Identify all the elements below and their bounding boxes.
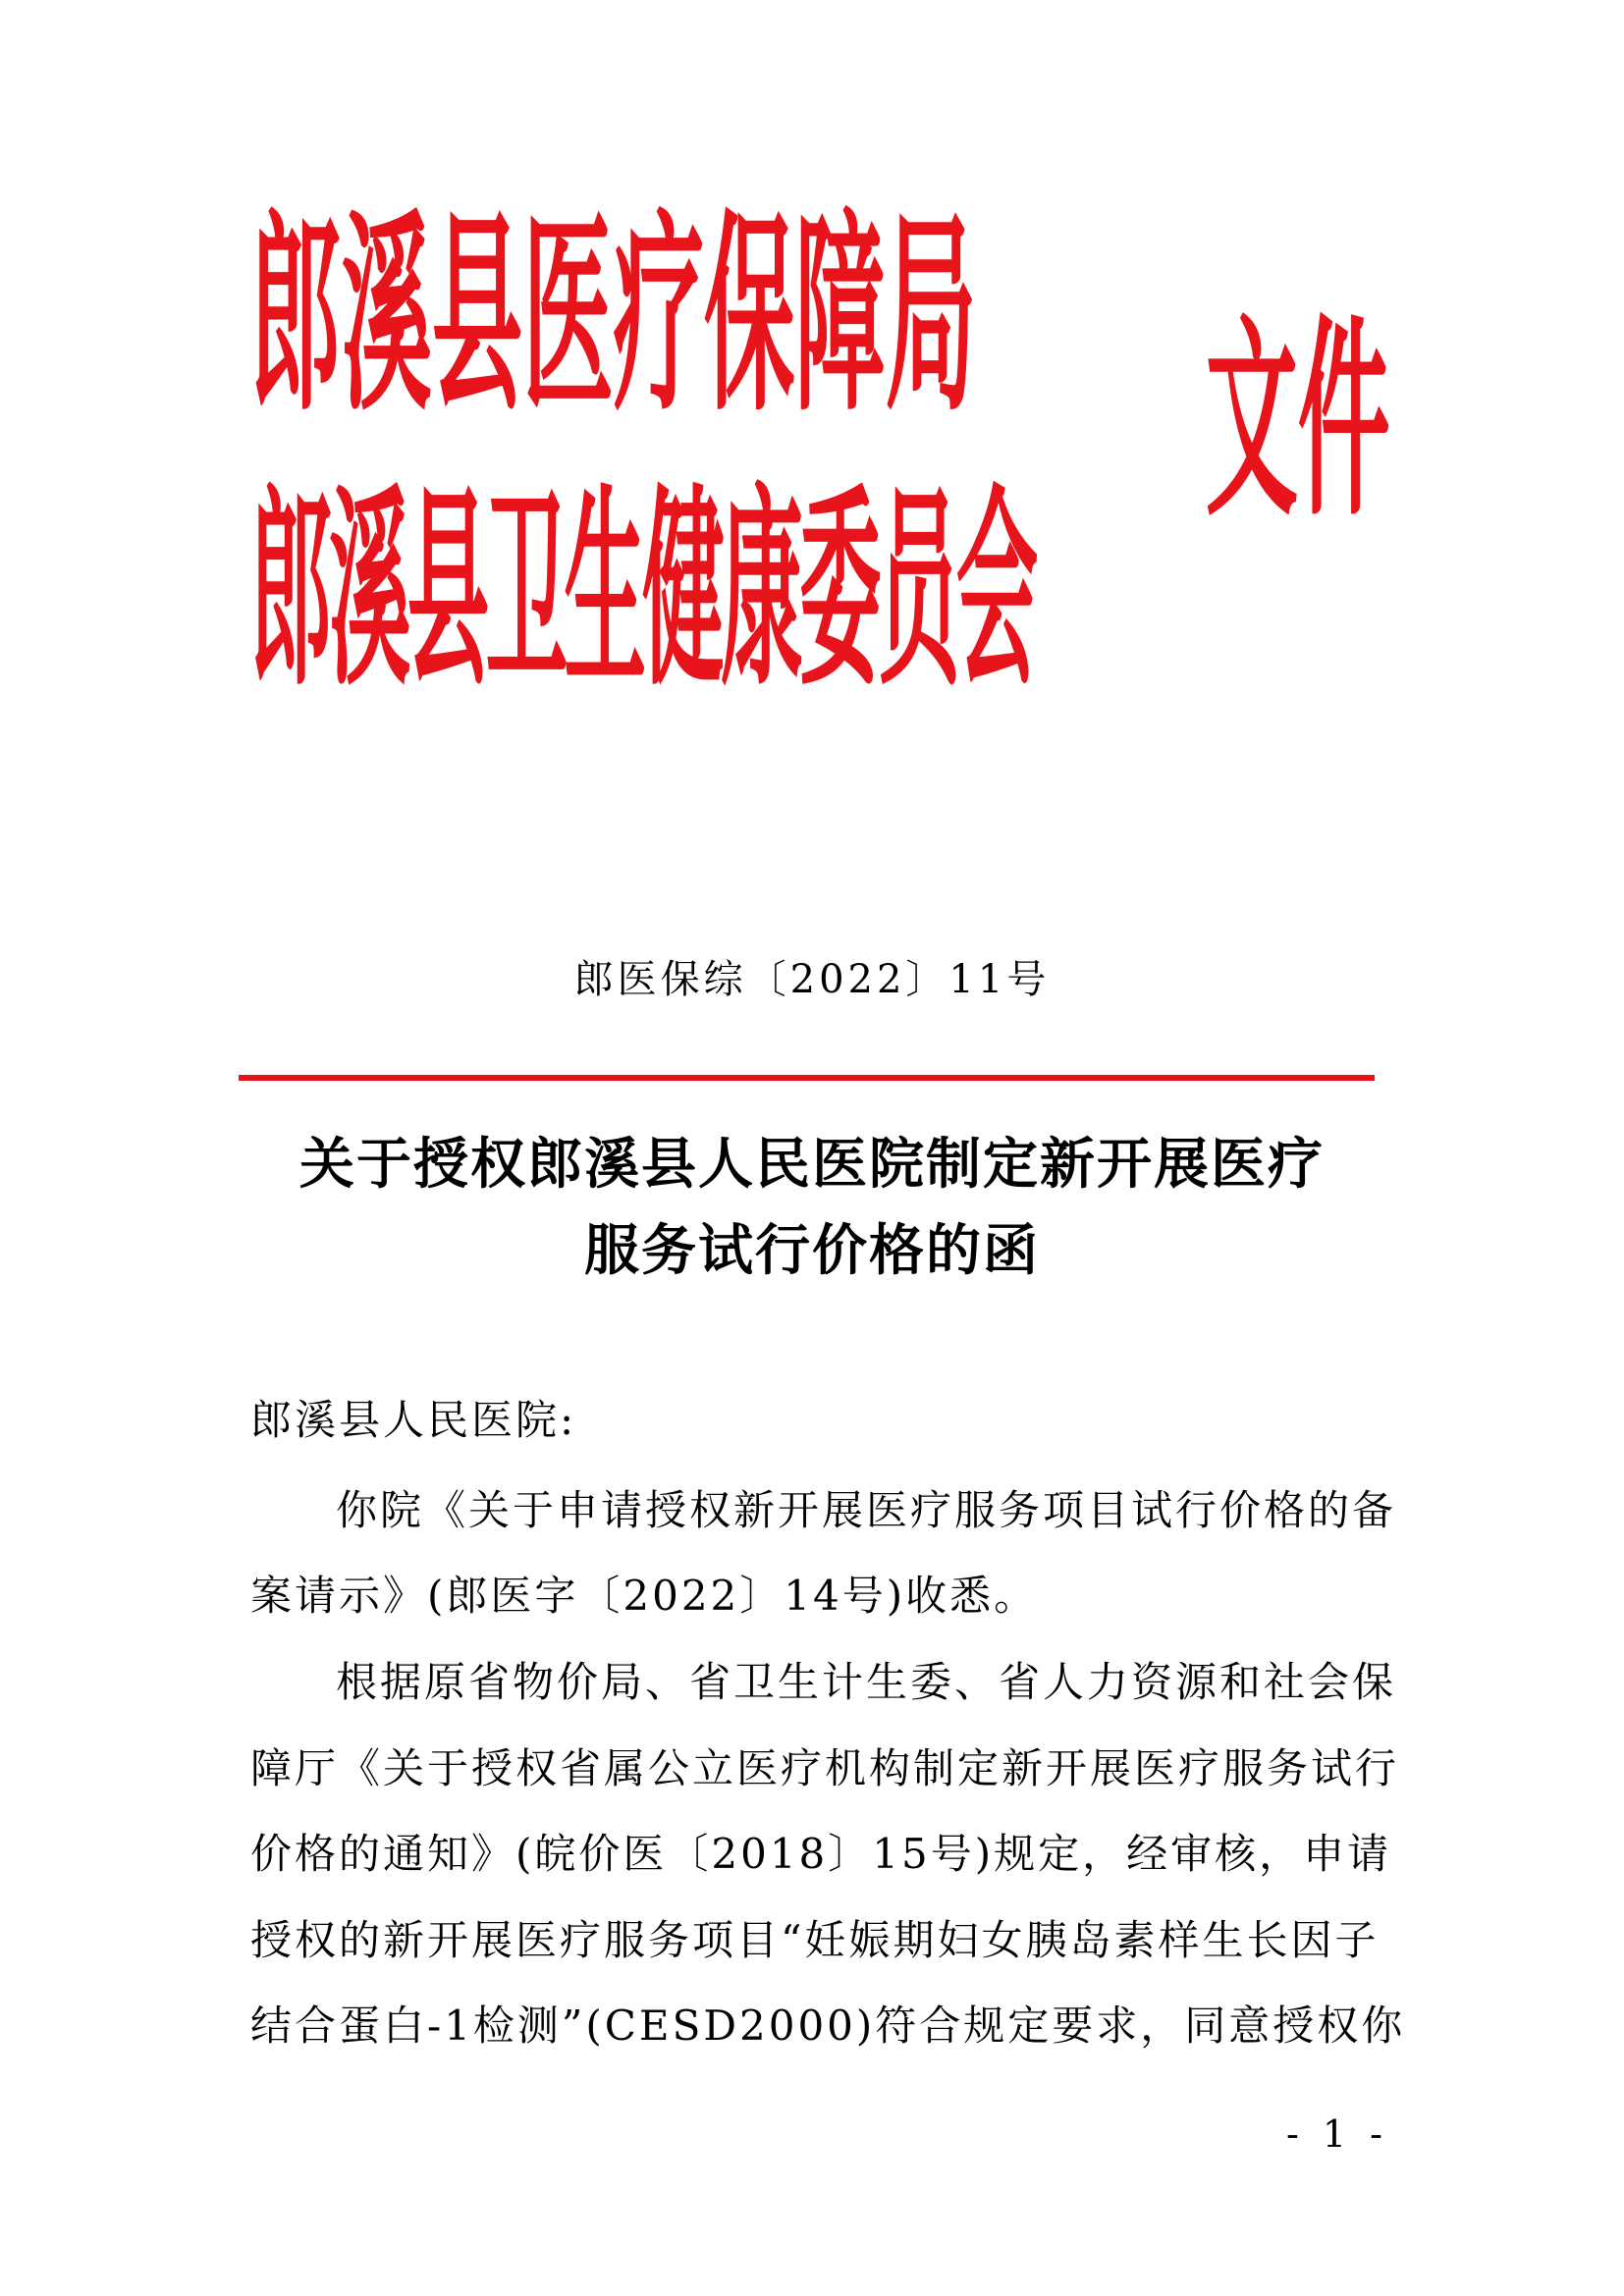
document-number: 郎医保综〔2022〕11号: [573, 957, 1051, 1002]
body-line-6: 授权的新开展医疗服务项目“妊娠期妇女胰岛素样生长因子: [250, 1916, 1380, 1964]
masthead-issuer-1: 郎溪县医疗保障局: [250, 192, 977, 442]
salutation: 郎溪县人民医院:: [250, 1396, 577, 1444]
masthead-issuer-2: 郎溪县卫生健康委员会: [250, 467, 1035, 717]
body-line-4: 障厅《关于授权省属公立医疗机构制定新开展医疗服务试行: [250, 1744, 1400, 1792]
document-title-line-2: 服务试行价格的函: [584, 1218, 1040, 1283]
document-title-line-1: 关于授权郎溪县人民医院制定新开展医疗: [299, 1132, 1325, 1197]
page-number: - 1 -: [1286, 2112, 1389, 2156]
body-line-5: 价格的通知》(皖价医〔2018〕15号)规定，经审核，申请: [250, 1830, 1392, 1878]
body-line-2: 案请示》(郎医字〔2022〕14号)收悉。: [250, 1572, 1039, 1620]
masthead-suffix: 文件: [1206, 297, 1390, 547]
body-line-3: 根据原省物价局、省卫生计生委、省人力资源和社会保: [336, 1658, 1397, 1706]
body-line-7: 结合蛋白-1检测”(CESD2000)符合规定要求，同意授权你: [250, 2002, 1406, 2050]
red-divider: [239, 1075, 1375, 1081]
body-line-1: 你院《关于申请授权新开展医疗服务项目试行价格的备: [336, 1486, 1397, 1534]
